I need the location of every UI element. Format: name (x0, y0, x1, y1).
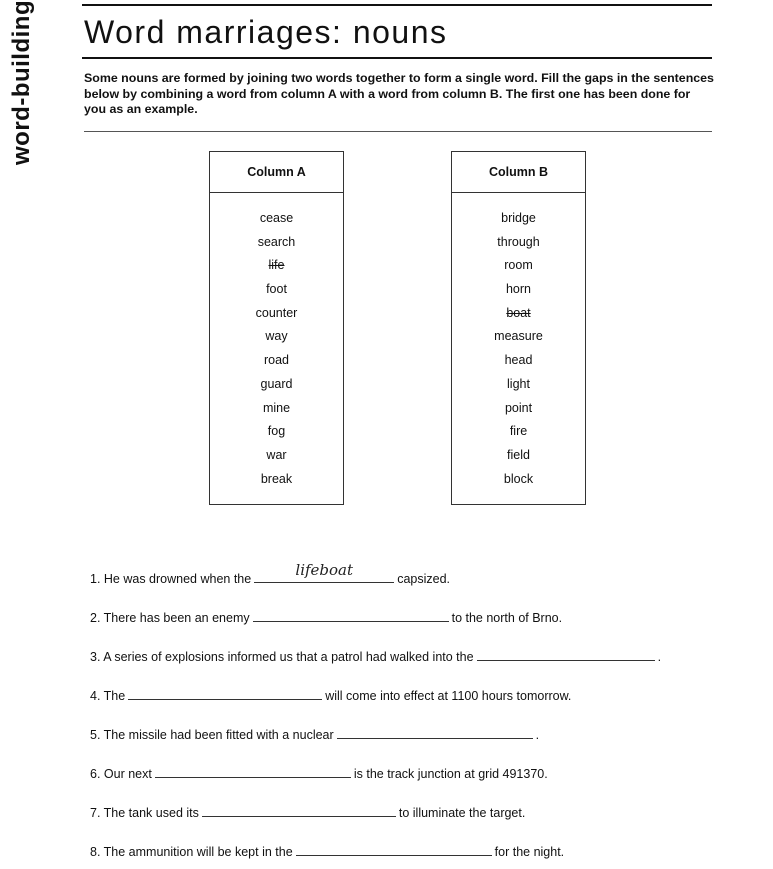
column-a-item: fog (267, 424, 286, 439)
column-a-item: war (266, 447, 287, 462)
column-a-item-struck: life (268, 258, 285, 273)
sentence-text-before: 2. There has been an enemy (90, 611, 250, 625)
sentence-3 (90, 648, 661, 664)
answer-blank[interactable] (253, 609, 449, 622)
sentence-text-after: to illuminate the target. (398, 806, 526, 820)
sentence-text-after: will come into effect at 1100 hours tomorrow. (325, 689, 572, 703)
column-b-item: block (503, 471, 534, 486)
sentence-7 (90, 804, 525, 820)
answer-blank[interactable] (128, 687, 322, 700)
column-b-item: light (507, 376, 530, 391)
column-b-item: room (504, 258, 533, 273)
sentence-text-after: . (535, 728, 540, 742)
column-a-item: foot (266, 282, 287, 297)
column-a-item: search (257, 234, 296, 249)
column-a-box (209, 151, 344, 505)
sentence-4 (90, 687, 571, 703)
page-title: Word marriages: nouns (84, 14, 448, 50)
answer-blank[interactable] (254, 561, 394, 583)
sentence-text-before: 4. The (90, 689, 126, 703)
sentence-text-before: 3. A series of explosions informed us that a patrol had walked into the (90, 650, 474, 664)
sentence-8 (90, 843, 564, 859)
column-a-list (210, 193, 343, 491)
answer-blank[interactable] (202, 804, 396, 817)
answer-blank[interactable] (477, 648, 655, 661)
sentence-text-after: for the night. (494, 845, 565, 859)
column-a-item: way (265, 329, 288, 344)
sentence-text-after: to the north of Brno. (451, 611, 563, 625)
sentence-text-after: capsized. (397, 572, 451, 586)
top-rule (82, 4, 712, 6)
column-b-item-struck: boat (506, 305, 531, 320)
sentence-text-after: is the track junction at grid 491370. (353, 767, 548, 781)
column-b-item: through (497, 234, 540, 249)
column-a-header: Column A (210, 152, 343, 193)
column-a-item: road (263, 353, 290, 368)
side-tab (2, 0, 42, 170)
column-b-item: measure (494, 329, 543, 344)
column-a-item: mine (262, 400, 291, 415)
answer-blank[interactable] (337, 726, 533, 739)
sentence-text-after: . (657, 650, 662, 664)
sentence-6 (90, 765, 548, 781)
column-b-item: bridge (501, 211, 536, 225)
sentence-text-before: 6. Our next (90, 767, 152, 781)
column-b-item: fire (509, 424, 528, 439)
handwritten-answer: lifeboat (295, 561, 354, 579)
intro-rule (84, 131, 712, 132)
column-b-item: horn (505, 282, 532, 297)
column-b-item: head (504, 353, 533, 368)
sentence-text-before: 5. The missile had been fitted with a nuclear (90, 728, 334, 742)
column-b-box (451, 151, 586, 505)
column-b-item: field (507, 447, 530, 462)
column-b-item: point (504, 400, 533, 415)
answer-blank[interactable] (155, 765, 351, 778)
title-rule (82, 57, 712, 59)
column-b-list (452, 193, 585, 491)
column-a-item: counter (255, 305, 298, 320)
column-b-header: Column B (452, 152, 585, 193)
sentence-text-before: 8. The ammunition will be kept in the (90, 845, 293, 859)
intro-text: Some nouns are formed by joining two words together to form a single word. Fill the gaps in the sentences below by combining a word from column A with a word from column B. The first one has been done for you as an example. (84, 71, 714, 116)
sentence-text-before: 7. The tank used its (90, 806, 199, 820)
sentence-5 (90, 726, 539, 742)
sentence-1 (90, 561, 451, 586)
answer-blank[interactable] (296, 843, 492, 856)
side-tab-label: word-building (8, 0, 35, 165)
column-a-item: guard (260, 376, 293, 391)
sentence-text-before: 1. He was drowned when the (90, 572, 252, 586)
column-a-item: break (260, 471, 293, 486)
sentence-2 (90, 609, 562, 625)
column-a-item: cease (259, 211, 294, 225)
